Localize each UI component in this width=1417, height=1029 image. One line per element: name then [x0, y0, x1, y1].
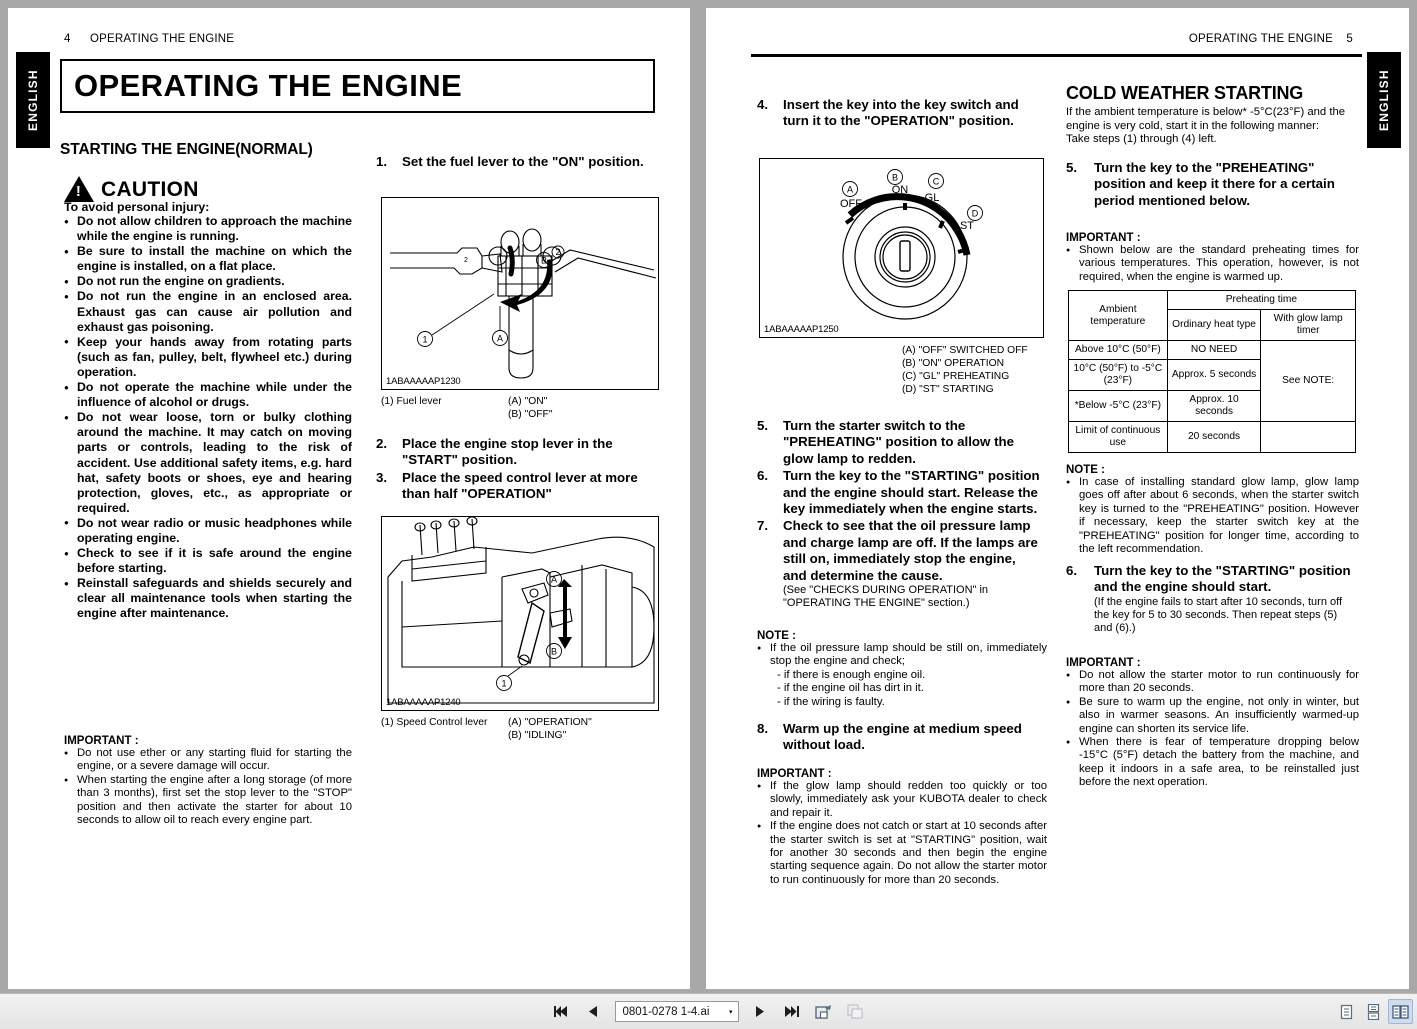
step-text: Check to see that the oil pressure lamp and charge lamp are off. If the lamps are still on, immediately stop the engine, and determine the cause.	[783, 518, 1038, 583]
caution-list	[64, 214, 352, 622]
step-number: 6.	[1066, 563, 1078, 578]
list-item: ● Be sure to install the machine on which the engine is installed, on a flat place.	[64, 244, 352, 274]
cold-important-2	[1066, 657, 1359, 790]
svg-text:C: C	[932, 176, 940, 187]
file-name-label: 0801-0278 1-4.ai	[622, 1005, 710, 1018]
single-page-view-icon	[1339, 1004, 1354, 1020]
intro-line-3: Take steps (1) through (4) left.	[1066, 133, 1217, 146]
list-item: ● When starting the engine after a long storage (of more than 3 months), first set the stop lever to the "STOP" position and then activate the starter for about 10 seconds to allow oil to reach every engine part.	[64, 774, 352, 828]
intro-line-1: If the ambient temperature is below* -5°C(23°F) and the	[1066, 106, 1346, 118]
step-text: Set the fuel lever to the "ON" position.	[402, 154, 644, 169]
cell-temp-2: 10°C (50°F) to -5°C (23°F)	[1069, 360, 1168, 391]
step-text: Insert the key into the key switch and turn it to the "OPERATION" position.	[783, 97, 1019, 129]
speed-control-diagram	[382, 517, 660, 712]
important-heading-cold-2: IMPORTANT :	[1066, 657, 1141, 669]
right-step-8	[757, 721, 1042, 755]
figure-caption-speed-left: (1) Speed Control lever	[381, 717, 488, 728]
figure-key-legend	[902, 344, 1028, 396]
viewer-toolbar	[0, 993, 1417, 1029]
step-item	[757, 418, 1042, 467]
list-item: ● Keep your hands away from rotating parts (such as fan, pulley, belt, flywheel etc.) during operation.	[64, 335, 352, 380]
svg-text:ON: ON	[891, 184, 909, 196]
dash-3: - if the wiring is faulty.	[777, 696, 885, 708]
cell-ordinary-4: 20 seconds	[1167, 422, 1261, 453]
english-tab-left: ENGLISH	[16, 52, 50, 148]
step-text: Turn the starter switch to the "PREHEATING" position to allow the glow lamp to redden.	[783, 418, 1015, 466]
list-item: ● Reinstall safeguards and shields securely and clear all maintenance tools when starting the engine after maintenance.	[64, 576, 352, 621]
left-important-block	[64, 735, 352, 827]
list-item: ● Do not run the engine on gradients.	[64, 274, 352, 289]
table-header-row-1	[1069, 291, 1356, 310]
table-row	[1069, 341, 1356, 360]
first-page-icon	[554, 1005, 569, 1018]
list-item: ● If the glow lamp should redden too quickly or too slowly, immediately ask your KUBOTA dealer to check and repair it.	[757, 780, 1047, 820]
list-item: ● If the oil pressure lamp should be still on, immediately stop the engine and check;	[757, 642, 1047, 669]
step-item	[757, 97, 1042, 130]
cell-temp-4: Limit of continuous use	[1069, 422, 1168, 453]
intro-line-2: engine is very cold, start it in the following manner:	[1066, 119, 1320, 132]
page-number-right: 5	[1346, 33, 1353, 45]
list-item: ● Do not wear loose, torn or bulky clothing around the machine. It may catch on moving parts or controls, leading to the risk of accident. Use additional safety items, e.g. hard hat, safety boots or shoes, eye and hearing protection, gloves, etc., as appropriate or required.	[64, 410, 352, 516]
open-in-new-icon	[815, 1004, 832, 1019]
mid-note-dashes	[757, 669, 1047, 710]
cell-ordinary-1: NO NEED	[1167, 341, 1261, 360]
previous-page-button[interactable]	[583, 1001, 605, 1023]
step-text: Place the speed control lever at more than half "OPERATION"	[402, 469, 638, 502]
cap-a: (A) "OPERATION"	[508, 717, 592, 728]
figure-id-key: 1ABAAAAAP1250	[764, 324, 839, 335]
single-page-view-button[interactable]	[1334, 999, 1359, 1024]
figure-key-switch	[759, 158, 1044, 338]
caution-lead: To avoid personal injury:	[64, 200, 210, 214]
step-text: Turn the key to the "PREHEATING" position and keep it there for a certain period mentioned below.	[1094, 160, 1335, 208]
next-page-button[interactable]	[749, 1001, 771, 1023]
english-tab-right: ENGLISH	[1367, 52, 1401, 148]
mid-important-block	[757, 768, 1047, 887]
caution-word: CAUTION	[101, 178, 199, 201]
duplicate-button[interactable]	[845, 1001, 867, 1023]
step-number: 4.	[757, 97, 769, 112]
file-selector[interactable]	[615, 1001, 739, 1022]
step-number: 6.	[757, 468, 769, 484]
step-item	[376, 154, 658, 170]
note-heading-mid: NOTE :	[757, 630, 796, 642]
note-heading-cold: NOTE :	[1066, 464, 1105, 476]
cold-imp2-list	[1066, 669, 1359, 790]
cell-ordinary-2: Approx. 5 seconds	[1167, 360, 1261, 391]
list-item: ● If the engine does not catch or start at 10 seconds after the starter switch is set at "STARTING" position, wait for another 30 seconds and then begin the engine starting sequence again. Do not allow the starter motor to run continuously for more than 20 seconds.	[757, 820, 1047, 887]
step-item	[757, 721, 1042, 754]
cold-weather-heading: COLD WEATHER STARTING	[1066, 83, 1304, 103]
svg-text:A: A	[496, 333, 504, 344]
list-item: ● Be sure to warm up the engine, not only in winter, but also in warmer seasons. An insufficiently warmed-up engine can shorten its service life.	[1066, 696, 1359, 736]
figure-fuel-lever	[381, 197, 659, 390]
th-ambient-temperature	[1069, 291, 1168, 341]
svg-text:A: A	[846, 184, 854, 195]
legend-c: (C) "GL" PREHEATING	[902, 371, 1010, 382]
svg-text:OFF: OFF	[840, 198, 862, 210]
figure-caption-fuel-right	[508, 395, 553, 421]
left-steps-2-3	[376, 436, 661, 504]
duplicate-icon	[847, 1004, 864, 1019]
mid-note-list	[757, 642, 1047, 669]
step-number: 5.	[1066, 160, 1078, 175]
dash-1: - if there is enough engine oil.	[777, 668, 926, 681]
svg-text:B: B	[550, 646, 558, 657]
mid-important-list	[757, 780, 1047, 887]
important-heading-cold-1: IMPORTANT :	[1066, 232, 1141, 244]
svg-text:2: 2	[555, 247, 561, 257]
step-number: 5.	[757, 418, 769, 433]
cold-important-1	[1066, 232, 1359, 284]
page-left	[8, 8, 690, 989]
list-item: ● Shown below are the standard preheating times for various temperatures. This operation, however, is not required, when the engine is warmed up.	[1066, 244, 1359, 284]
step-number: 8.	[757, 721, 769, 736]
th-ambient-line2: temperature	[1090, 315, 1146, 327]
right-note-block	[757, 630, 1047, 710]
cold-step-6	[1066, 563, 1354, 636]
th-glow-line2: timer	[1296, 325, 1320, 336]
page-header-title-right: OPERATING THE ENGINE	[1188, 33, 1333, 45]
step-number: 3.	[376, 469, 388, 485]
warning-triangle-icon	[64, 176, 94, 202]
chevron-down-icon: ▾	[728, 1008, 733, 1016]
preheating-time-table	[1068, 290, 1356, 453]
legend-d: (D) "ST" STARTING	[902, 384, 994, 395]
dash-2: - if the engine oil has dirt in it.	[777, 682, 924, 695]
header-rule	[751, 54, 1362, 57]
step-item	[1066, 160, 1351, 209]
svg-text:D: D	[971, 208, 979, 219]
open-in-new-button[interactable]	[813, 1001, 835, 1023]
th-ordinary-heat-type: Ordinary heat type	[1167, 310, 1261, 341]
list-item: ● Do not allow children to approach the machine while the engine is running.	[64, 214, 352, 244]
section-heading-starting-normal: STARTING THE ENGINE(NORMAL)	[60, 141, 313, 158]
first-page-button[interactable]	[551, 1001, 573, 1023]
figure-speed-control	[381, 516, 659, 711]
legend-a: (A) "OFF" SWITCHED OFF	[902, 345, 1028, 356]
svg-text:B: B	[540, 255, 548, 266]
svg-text:ST: ST	[959, 220, 975, 232]
cold-step-5	[1066, 160, 1351, 210]
step-number: 2.	[376, 436, 388, 451]
list-item: ● Do not operate the machine while under the influence of alcohol or drugs.	[64, 380, 352, 410]
step-number: 1.	[376, 154, 388, 169]
step-item	[757, 518, 1042, 610]
cell-temp-3: *Below -5°C (23°F)	[1069, 391, 1168, 422]
cell-ordinary-3: Approx. 10 seconds	[1167, 391, 1261, 422]
svg-text:GL: GL	[924, 192, 940, 204]
step-text: Place the engine stop lever in the "START" position.	[402, 436, 613, 468]
caution-body	[64, 200, 352, 622]
page-header-title-left: OPERATING THE ENGINE	[90, 33, 235, 45]
important-heading-mid: IMPORTANT :	[757, 768, 832, 780]
list-item: ● Do not wear radio or music headphones while operating engine.	[64, 516, 352, 546]
cold-note-list	[1066, 476, 1359, 556]
list-item: ● Check to see if it is safe around the engine before starting.	[64, 546, 352, 576]
left-important-list	[64, 747, 352, 827]
cold-imp1-list	[1066, 244, 1359, 284]
table-row	[1069, 422, 1356, 453]
list-item: ● In case of installing standard glow lamp, glow lamp goes off after about 6 seconds, when the starter switch key is turned to the "PREHEATING" position. However if necessary, keep the starter switch key at the "PREHEATING" position for longer time, according to the left recommendation.	[1066, 476, 1359, 556]
step-item	[376, 470, 661, 503]
page-title-banner-left	[60, 59, 655, 113]
svg-text:B: B	[891, 172, 899, 183]
list-item: ● Do not use ether or any starting fluid for starting the engine, or a severe damage will occur.	[64, 747, 352, 774]
cold-weather-intro	[1066, 106, 1358, 147]
figure-id-speed: 1ABAAAAAP1240	[386, 697, 461, 708]
previous-page-icon	[588, 1005, 599, 1018]
page-right	[706, 8, 1409, 989]
step7-subnote: (See "CHECKS DURING OPERATION" in "OPERATING THE ENGINE" section.)	[783, 584, 989, 610]
step-text: Turn the key to the "STARTING" position and the engine should start. Release the key immediately when the engine starts.	[783, 468, 1040, 517]
cell-temp-1: Above 10°C (50°F)	[1069, 341, 1168, 360]
list-item: ● Do not run the engine in an enclosed area. Exhaust gas can cause air pollution and exhaust gas poisoning.	[64, 289, 352, 334]
next-page-icon	[754, 1005, 765, 1018]
cap-b: (B) "OFF"	[508, 409, 553, 420]
step-text: Turn the key to the "STARTING" position and the engine should start.	[1094, 563, 1351, 595]
important-heading-left: IMPORTANT :	[64, 735, 139, 747]
cap-b: (B) "IDLING"	[508, 730, 567, 741]
svg-text:1: 1	[422, 334, 428, 345]
cold-note-block	[1066, 464, 1359, 556]
step-item	[1066, 563, 1354, 635]
fuel-lever-diagram	[382, 198, 660, 391]
svg-text:1: 1	[501, 678, 507, 689]
two-page-spread-view-button[interactable]	[1388, 999, 1413, 1024]
th-with-glow-lamp-timer	[1261, 310, 1356, 341]
th-glow-line1: With glow lamp	[1273, 313, 1343, 324]
caution-header	[64, 176, 199, 202]
right-steps-5-7	[757, 418, 1042, 611]
legend-b: (B) "ON" OPERATION	[902, 358, 1005, 369]
right-step-4	[757, 97, 1042, 131]
step-number: 7.	[757, 518, 769, 534]
continuous-view-icon	[1366, 1004, 1381, 1020]
last-page-icon	[784, 1005, 799, 1018]
left-step-1	[376, 154, 658, 171]
continuous-view-button[interactable]	[1361, 999, 1386, 1024]
list-item: ● Do not allow the starter motor to run continuously for more than 20 seconds.	[1066, 669, 1359, 696]
th-preheating-time: Preheating time	[1167, 291, 1355, 310]
toolbar-center-group	[0, 1001, 1417, 1023]
two-page-spread-view-icon	[1392, 1004, 1409, 1020]
step6-subnote: (If the engine fails to start after 10 seconds, turn off the key for 5 to 30 seconds. Then repeat steps (5) and (6).)	[1094, 595, 1343, 634]
list-item: ● When there is fear of temperature dropping below -15°C (5°F) detach the battery from the machine, and keep it indoors in a safe area, to be reinstalled just before the next operation.	[1066, 736, 1359, 790]
svg-text:2: 2	[464, 257, 468, 264]
figure-caption-speed-right	[508, 716, 592, 742]
cell-glow-empty	[1261, 422, 1356, 453]
svg-text:A: A	[550, 574, 558, 585]
th-ambient-line1: Ambient	[1099, 303, 1137, 315]
key-switch-diagram	[760, 159, 1045, 339]
page-title-text: OPERATING THE ENGINE	[74, 68, 463, 103]
step-item	[757, 468, 1042, 517]
step-text: Warm up the engine at medium speed without load.	[783, 721, 1022, 753]
figure-id-fuel: 1ABAAAAAP1230	[386, 376, 461, 387]
step-item	[376, 436, 661, 469]
page-number-left: 4	[64, 33, 71, 45]
figure-caption-fuel-left: (1) Fuel lever	[381, 396, 442, 407]
cell-glow-lamp-note: See NOTE:	[1261, 341, 1356, 422]
cap-a: (A) "ON"	[508, 396, 548, 407]
toolbar-view-modes	[1334, 999, 1413, 1024]
last-page-button[interactable]	[781, 1001, 803, 1023]
